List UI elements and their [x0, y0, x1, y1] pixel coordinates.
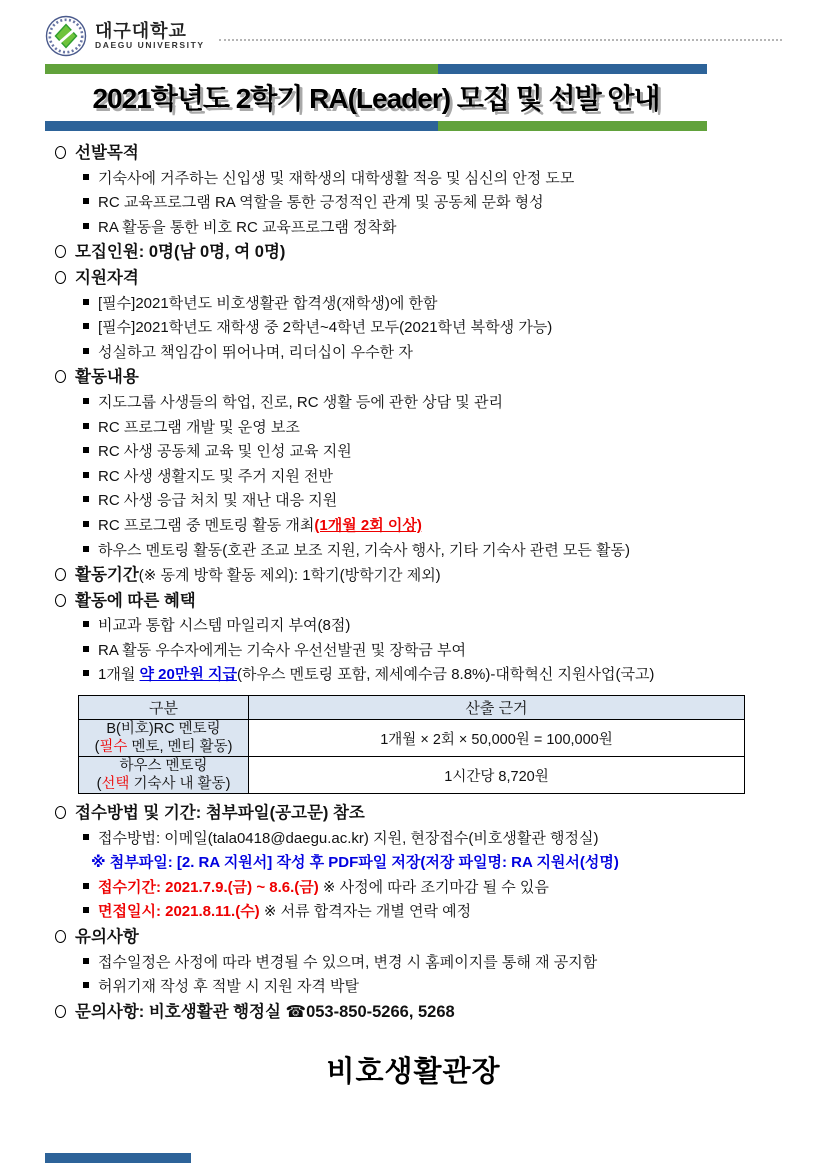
- section-heading-benefits: [45, 589, 787, 615]
- footer-accent-bar: [45, 1153, 191, 1163]
- text-span: (: [96, 776, 102, 793]
- square-bullet-icon: [83, 546, 89, 552]
- circle-bullet-icon: [55, 1005, 66, 1018]
- text-span: RC 교육프로그램 RA 역할을 통한 긍정적인 관계 및 공동체 문화 형성: [98, 194, 544, 212]
- title-banner-bottom-bar: [45, 121, 707, 131]
- text-span: 활동에 따른 혜택: [75, 591, 196, 610]
- circle-bullet-icon: [55, 370, 66, 383]
- text-span: ※ 첨부파일: [2. RA 지원서] 작성 후 PDF파일 저장(저장 파일명: RA 지원서(성명): [91, 854, 619, 872]
- university-name: [95, 22, 205, 50]
- table-label-line: 하우스 멘토링: [119, 758, 208, 775]
- header-dotted-rule: [219, 27, 782, 41]
- square-bullet-icon: [83, 447, 89, 453]
- list-item: [45, 416, 787, 441]
- circle-bullet-icon: [55, 271, 66, 284]
- list-item: [45, 639, 787, 664]
- document-body: [0, 135, 827, 1025]
- list-item: [45, 191, 787, 216]
- text-span: ※ 사정에 따라 조기마감 될 수 있음: [318, 878, 549, 896]
- text-span: 접수방법: 이메일(tala0418@daegu.ac.kr) 지원, 현장접수(비호생활관 행정실): [98, 829, 599, 847]
- list-item: [45, 514, 787, 539]
- bar-green-segment: [45, 64, 438, 74]
- text-span: 선택: [101, 776, 130, 793]
- table-label-line: [79, 738, 248, 756]
- bar-green-segment: [438, 121, 707, 131]
- text-span: RC 프로그램 중 멘토링 활동 개최: [98, 516, 315, 534]
- table-row: [79, 757, 745, 794]
- section-heading-purpose: [45, 141, 787, 167]
- square-bullet-icon: [83, 174, 89, 180]
- text-span: 허위기재 작성 후 적발 시 지원 자격 박탈: [98, 978, 360, 996]
- payment-basis-table: [78, 695, 745, 794]
- text-span: 접수방법 및 기간: 첨부파일(공고문) 참조: [75, 804, 365, 823]
- text-span: RC 프로그램 개발 및 운영 보조: [98, 418, 300, 436]
- square-bullet-icon: [83, 907, 89, 913]
- text-span: RC 사생 공동체 교육 및 인성 교육 지원: [98, 443, 352, 461]
- square-bullet-icon: [83, 621, 89, 627]
- text-span: ※ 서류 합격자는 개별 연락 예정: [259, 903, 472, 921]
- section-heading-eligibility: [45, 266, 787, 292]
- list-item: [45, 216, 787, 241]
- section-heading-quota: [45, 240, 787, 266]
- table-value-cell: 1개월 × 2회 × 50,000원 = 100,000원: [249, 720, 745, 757]
- list-item: [45, 951, 787, 976]
- square-bullet-icon: [83, 834, 89, 840]
- square-bullet-icon: [83, 223, 89, 229]
- list-item: [45, 465, 787, 490]
- table-label-line: [79, 775, 248, 793]
- bar-blue-segment: [438, 64, 707, 74]
- square-bullet-icon: [83, 348, 89, 354]
- square-bullet-icon: [83, 521, 89, 527]
- table-label-line: B(비호)RC 멘토링: [106, 721, 221, 738]
- text-span: 1개월: [98, 666, 140, 684]
- title-banner-top-bar: [45, 64, 707, 74]
- square-bullet-icon: [83, 299, 89, 305]
- text-span: 멘토, 멘티 활동): [127, 739, 233, 756]
- section-heading-contact: [45, 1000, 787, 1026]
- list-item: [45, 539, 787, 564]
- table-header-cell: 산출 근거: [249, 696, 745, 720]
- page-title: 2021학년도 2학기 RA(Leader) 모집 및 선발 안내: [92, 83, 660, 114]
- text-span: 약 20만원 지급: [139, 666, 237, 684]
- text-span: 활동기간: [75, 566, 139, 585]
- text-span: 선발목적: [75, 144, 139, 162]
- table-value-cell: 1시간당 8,720원: [249, 757, 745, 794]
- section-heading-period: [45, 563, 787, 589]
- table-header-row: [79, 696, 745, 720]
- text-span: 기숙사에 거주하는 신입생 및 재학생의 대학생활 적응 및 심신의 안정 도모: [98, 169, 575, 187]
- text-span: (1개월 2회 이상): [314, 516, 422, 534]
- table-label-cell: [79, 757, 249, 794]
- circle-bullet-icon: [55, 568, 66, 581]
- list-item: [45, 975, 787, 1000]
- list-item: [45, 341, 787, 366]
- text-span: 기숙사 내 활동): [129, 776, 231, 793]
- list-item: [45, 827, 787, 852]
- text-span: RC 사생 생활지도 및 주거 지원 전반: [98, 467, 334, 485]
- square-bullet-icon: [83, 198, 89, 204]
- table-label-cell: [79, 720, 249, 757]
- list-item: [45, 663, 787, 688]
- square-bullet-icon: [83, 323, 89, 329]
- signature-title: 비호생활관장: [326, 1056, 501, 1089]
- list-item: [45, 292, 787, 317]
- text-span: (※ 동계 방학 활동 제외): [138, 567, 294, 585]
- square-bullet-icon: [83, 646, 89, 652]
- square-bullet-icon: [83, 883, 89, 889]
- list-item: [45, 876, 787, 901]
- table-header-cell: 구분: [79, 696, 249, 720]
- list-item: [45, 614, 787, 639]
- university-name-english: DAEGU UNIVERSITY: [95, 39, 205, 50]
- text-span: 지원자격: [75, 268, 139, 287]
- section-heading-application: [45, 801, 787, 827]
- university-logo-icon: [45, 15, 87, 57]
- square-bullet-icon: [83, 472, 89, 478]
- text-span: 필수: [99, 739, 128, 756]
- square-bullet-icon: [83, 982, 89, 988]
- text-span: 접수기간: 2021.7.9.(금) ~ 8.6.(금): [98, 878, 319, 896]
- text-span: (하우스 멘토링 포함, 제세예수금 8.8%)-대학혁신 지원사업(국고): [236, 666, 655, 684]
- circle-bullet-icon: [55, 594, 66, 607]
- text-span: RA 활동 우수자에게는 기숙사 우선선발권 및 장학금 부여: [98, 641, 466, 659]
- university-brand-header: [0, 0, 827, 58]
- table-row: [79, 720, 745, 757]
- square-bullet-icon: [83, 958, 89, 964]
- square-bullet-icon: [83, 496, 89, 502]
- circle-bullet-icon: [55, 146, 66, 159]
- text-span: 문의사항: 비호생활관 행정실 ☎053-850-5266, 5268: [75, 1002, 455, 1021]
- university-name-korean: 대구대학교: [95, 21, 187, 42]
- circle-bullet-icon: [55, 245, 66, 258]
- text-span: 접수일정은 사정에 따라 변경될 수 있으며, 변경 시 홈페이지를 통해 재 공지함: [98, 953, 598, 971]
- square-bullet-icon: [83, 398, 89, 404]
- section-heading-activities: [45, 365, 787, 391]
- text-span: 비교과 통합 시스템 마일리지 부여(8점): [98, 617, 351, 635]
- text-span: 성실하고 책임감이 뛰어나며, 리더십이 우수한 자: [98, 343, 413, 361]
- text-span: RC 사생 응급 처치 및 재난 대응 지원: [98, 492, 338, 510]
- text-span: 하우스 멘토링 활동(호관 조교 보조 지원, 기숙사 행사, 기타 기숙사 관련 모든 활동): [98, 541, 631, 559]
- square-bullet-icon: [83, 423, 89, 429]
- circle-bullet-icon: [55, 806, 66, 819]
- attachment-note: [45, 851, 787, 876]
- list-item: [45, 900, 787, 925]
- text-span: 면접일시: 2021.8.11.(수): [98, 903, 260, 921]
- text-span: 활동내용: [75, 368, 139, 387]
- list-item: [45, 489, 787, 514]
- list-item: [45, 391, 787, 416]
- list-item: [45, 440, 787, 465]
- circle-bullet-icon: [55, 930, 66, 943]
- text-span: [필수]2021학년도 재학생 중 2학년~4학년 모두(2021학년 복학생 가능): [98, 319, 553, 337]
- text-span: (: [94, 739, 100, 756]
- text-span: 지도그룹 사생들의 학업, 진로, RC 생활 등에 관한 상담 및 관리: [98, 393, 503, 411]
- section-heading-cautions: [45, 925, 787, 951]
- list-item: [45, 167, 787, 192]
- square-bullet-icon: [83, 670, 89, 676]
- text-span: 유의사항: [75, 928, 139, 947]
- list-item: [45, 316, 787, 341]
- bar-blue-segment: [45, 121, 438, 131]
- text-span: 모집인원: 0명(남 0명, 여 0명): [75, 243, 286, 262]
- text-span: : 1학기(방학기간 제외): [293, 567, 441, 585]
- text-span: RA 활동을 통한 비호 RC 교육프로그램 정착화: [98, 218, 397, 236]
- text-span: [필수]2021학년도 비호생활관 합격생(재학생)에 한함: [98, 294, 438, 312]
